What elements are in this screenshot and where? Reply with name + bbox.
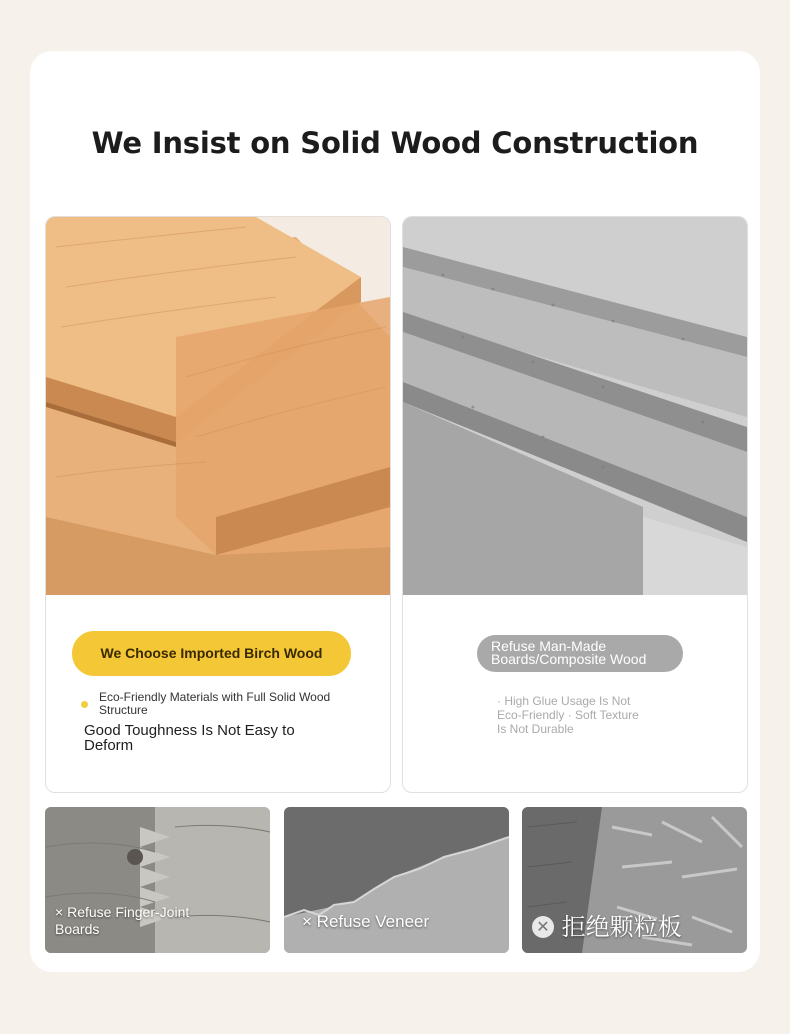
finger-joint-tile: [45, 807, 270, 953]
toughness-text: Good Toughness Is Not Easy to Deform: [84, 722, 295, 754]
composite-wood-badge: Refuse Man-Made Boards/Composite Wood: [477, 635, 683, 672]
cross-icon: ×: [302, 912, 312, 931]
veneer-tile: [284, 807, 509, 953]
eco-friendly-text: Eco-Friendly Materials with Full Solid Wood Structure: [99, 690, 331, 717]
finger-joint-label: × Refuse Finger-Joint Boards: [55, 904, 190, 937]
birch-wood-photo: [46, 217, 390, 595]
page-title: We Insist on Solid Wood Construction: [91, 126, 699, 160]
circle-x-icon: ✕: [532, 916, 554, 938]
particle-board-tile: [522, 807, 747, 953]
bullet-dot-icon: [81, 701, 88, 708]
composite-drawbacks-text: · High Glue Usage Is Not Eco-Friendly · Soft Texture Is Not Durable: [497, 694, 639, 736]
solid-wood-panel: [45, 216, 391, 793]
birch-wood-badge: We Choose Imported Birch Wood: [72, 631, 351, 676]
composite-wood-panel: [402, 216, 748, 793]
veneer-label: × Refuse Veneer: [302, 912, 430, 931]
particle-board-photo: [403, 217, 747, 595]
particle-board-label: ✕ 拒绝颗粒板: [532, 907, 682, 942]
cross-icon: ×: [55, 904, 64, 920]
